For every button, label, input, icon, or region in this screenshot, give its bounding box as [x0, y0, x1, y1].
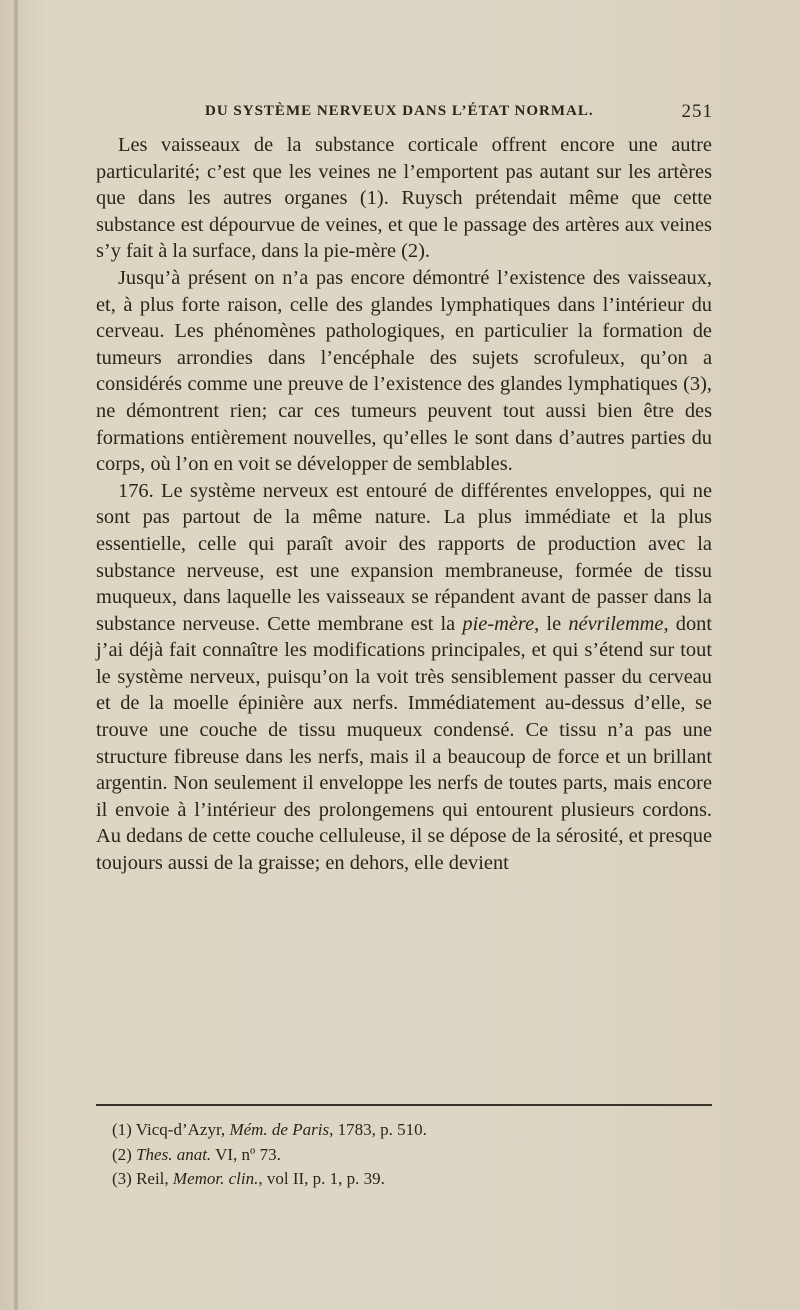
paragraph-lymphatiques: Jusqu’à présent on n’a pas encore démontré l’existence des vaisseaux, et, à plus forte raison, celle des glandes lymphatiques dans l’intérieur du cerveau. Les phénomènes pathologiques, en particulier la formation de tumeurs arrondies dans l’encéphale des sujets scrofuleux, qu’on a considérés comme une preuve de l’existence des glandes lymphatiques (3), ne démontrent rien; car ces tumeurs peuvent tout aussi bien être des formations entièrement nouvelles, qu’elles le sont dans d’autres parties du corps, où l’on en voit se développer de semblables.: [96, 266, 712, 476]
footnote-rest: VI, nº 73.: [211, 1144, 281, 1164]
footnote-author: Vicq-d’Azyr,: [135, 1120, 226, 1139]
footnote-3: [112, 1167, 712, 1192]
page-gutter: [14, 0, 18, 1310]
section-text-end: , dont j’ai déjà fait connaître les modifications principales, et qui s’étend sur tout le système nerveux, puisqu’on la voit très sensiblement passer du cerveau et de la moelle épinière aux nerfs. Immédiatement au-dessus d’elle, se trouve une couche de tissu muqueux condensé. Ce tissu n’a pas une structure fibreuse dans les nerfs, mais il a beaucoup de force et un brillant argentin. Non seulement il enveloppe les nerfs de toutes parts, mais encore il envoie à l’intérieur des prolongemens qui entourent plusieurs cordons. Au dedans de cette couche celluleuse, il se dépose de la sérosité, et presque toujours aussi de la graisse; en dehors, elle devient: [96, 612, 713, 875]
paragraph-vaisseaux: Les vaisseaux de la substance corticale offrent encore une autre particularité; c’est que les veines ne l’emportent pas autant sur les artères que dans les autres organes (1). Ruysch prétendait même que cette substance est dépourvue de veines, et que le passage des artères aux veines s’y fait à la surface, dans la pie-mère (2).: [96, 134, 712, 263]
footnote-1: [112, 1118, 712, 1143]
footnote-author: Reil,: [136, 1169, 169, 1188]
running-title: DU SYSTÈME NERVEUX DANS L’ÉTAT NORMAL.: [205, 103, 594, 119]
section-text-start: Le système nerveux est entouré de différentes enveloppes, qui ne sont pas partout de la même nature. La plus immédiate et la plus essentielle, celle qui paraît avoir des rapports de production avec la substance nerveuse, est une expansion membraneuse, formée de tissu muqueux, dans laquelle les vaisseaux se répandent avant de passer dans la substance nerveuse. Cette membrane est la: [96, 479, 712, 635]
footnote-2: [112, 1143, 712, 1168]
body-text: [96, 132, 712, 877]
footnote-rest: , vol II, p. 1, p. 39.: [258, 1169, 385, 1188]
section-text-between: , le: [534, 612, 569, 635]
footnote-mark: (3): [112, 1169, 132, 1188]
footnote-mark: (2): [112, 1144, 132, 1164]
footnotes: [112, 1118, 712, 1192]
footnote-title: Memor. clin.: [172, 1169, 259, 1188]
footnote-rest: , 1783, p. 510.: [329, 1120, 427, 1139]
running-header: [205, 101, 713, 125]
footnote-title: Mém. de Paris: [229, 1120, 330, 1139]
paragraph-section-176: [96, 478, 712, 877]
section-number: 176.: [118, 479, 154, 502]
footnote-title: Thes. anat.: [136, 1144, 212, 1164]
footnote-rule: [96, 1104, 712, 1106]
term-pie-mere: pie-mère: [462, 612, 535, 635]
footnote-mark: (1): [112, 1120, 132, 1139]
page-number: 251: [681, 101, 713, 122]
term-nevrilemme: névrilemme: [568, 612, 664, 635]
